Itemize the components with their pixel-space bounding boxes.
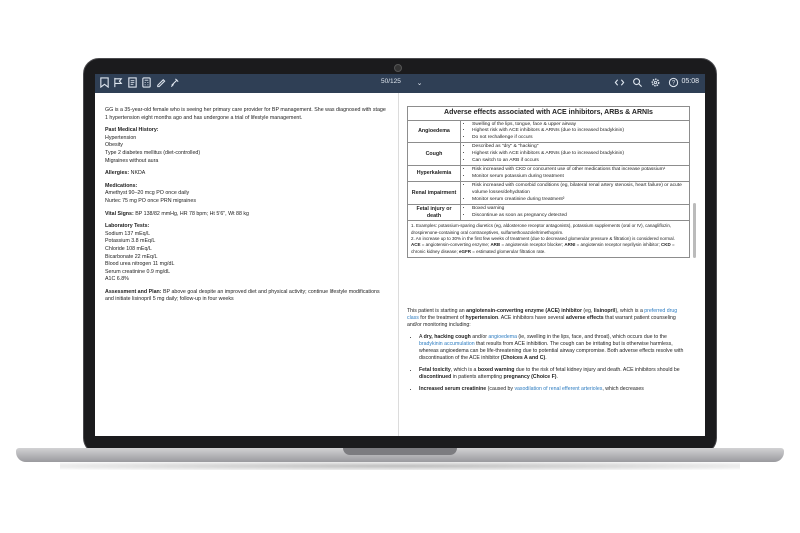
- abbr-value: = angiotensin receptor neprilysin inhibitor;: [575, 242, 662, 248]
- list-item: Potassium 3.8 mEq/L: [105, 238, 156, 245]
- list-item: • Highest risk with ACE inhibitors & ARNIs (due to increased bradykinin): [472, 151, 686, 158]
- explanation-intro: This patient is starting an angiotensin-converting enzyme (ACE) inhibitor (eg, lisinopril), which is a preferred drug class for the treatment of hypertension. ACE inhibitors have several adverse effects that warrant patient counseling and/or monitoring including:: [407, 308, 678, 328]
- lab-values-icon[interactable]: [168, 77, 181, 90]
- table-row: [408, 205, 690, 221]
- angioedema-link[interactable]: angioedema: [488, 334, 517, 340]
- pmh-label: Past Medical History:: [105, 127, 159, 134]
- footnote-2: 2. An increase up to 30% in the first few weeks of treatment (due to decreased glomerular pressure & filtration) is considered normal.: [411, 235, 675, 241]
- allergies-label: Allergies:: [105, 170, 130, 177]
- abbr-key: ACE: [411, 242, 421, 248]
- abbr-value: = angiotensin-converting enzyme;: [420, 242, 491, 248]
- question-progress: 50/125: [381, 78, 401, 85]
- preferred-drug-class-link[interactable]: preferred drug class: [407, 308, 678, 321]
- labs-label: Laboratory Tests:: [105, 223, 150, 230]
- list-item: • Fetal toxicity, which is a boxed warning due to the risk of fetal kidney injury and death. ACE inhibitors should be discontinued in patients attempting pregnancy (Choice F).: [419, 367, 690, 381]
- medications: [105, 183, 388, 206]
- row-header: Cough: [408, 143, 461, 166]
- vitals-label: Vital Signs:: [105, 210, 134, 217]
- list-item: Chloride 108 mEq/L: [105, 245, 152, 252]
- list-item: Type 2 diabetes mellitus (diet-controlled): [105, 149, 201, 156]
- abbr-value: = estimated glomerular filtration rate.: [471, 248, 546, 254]
- vital-signs: [105, 211, 388, 219]
- allergies-value: NKDA: [129, 170, 146, 177]
- list-item: • Swelling of the lips, tongue, face & upper airway: [472, 122, 686, 129]
- list-item: A1C 6.8%: [105, 276, 129, 283]
- allergies: [105, 170, 388, 178]
- list-item: • Risk increased with CKD or concurrent use of other medications that increase potassium¹: [472, 167, 686, 174]
- scrollbar[interactable]: [693, 203, 696, 258]
- explanation-text: [407, 308, 690, 398]
- list-item: • Increased serum creatinine (caused by vasodilation of renal efferent arterioles, which decreases: [419, 386, 690, 393]
- list-item: • Do not rechallenge if occurs: [472, 135, 686, 142]
- adverse-effects-table: [407, 106, 690, 258]
- row-header: Angioedema: [408, 120, 461, 143]
- abbr-key: CKD: [661, 242, 671, 248]
- table-title: Adverse effects associated with ACE inhibitors, ARBs & ARNIs: [408, 107, 690, 121]
- zoom-icon[interactable]: [631, 77, 644, 90]
- list-item: Migraines without aura: [105, 157, 159, 164]
- timer: 05:08: [681, 78, 699, 85]
- list-item: • Discontinue as soon as pregnancy detected: [472, 213, 686, 220]
- notes-icon[interactable]: [126, 77, 139, 90]
- bookmark-icon[interactable]: [98, 77, 111, 90]
- list-item: Blood urea nitrogen 11 mg/dL: [105, 261, 175, 268]
- laptop-shadow: [60, 462, 740, 470]
- highlighter-icon[interactable]: [154, 77, 167, 90]
- list-item: • Highest risk with ACE inhibitors & ARNIs (due to increased bradykinin): [472, 128, 686, 135]
- vitals-value: BP 138/82 mmHg, HR 78 bpm; Ht 5'6", Wt 88 kg: [133, 210, 250, 217]
- footnote-1: 1. Examples: potassium-sparing diuretics (eg, aldosterone receptor antagonists), potassium supplements (oral or IV), canagliflozin, drospirenone-containing oral contraceptives, sulfamethoxazole/trimethoprim.: [411, 223, 672, 235]
- row-header: Hyperkalemia: [408, 166, 461, 182]
- list-item: • Monitor serum creatinine during treatment²: [472, 197, 686, 204]
- list-item: • Monitor serum potassium during treatment: [472, 174, 686, 181]
- list-item: • Boxed warning: [472, 206, 686, 213]
- bradykinin-accumulation-link[interactable]: bradykinin accumulation: [419, 341, 475, 347]
- abbr-value: = chronic kidney disease;: [411, 242, 675, 254]
- question-stem: GG is a 35-year-old female who is seeing her primary care provider for BP management. She was diagnosed with stage 1 hypertension eight months ago and has undergone a trial of lifestyle management.: [105, 107, 386, 121]
- list-item: Serum creatinine 0.9 mg/dL: [105, 268, 171, 275]
- calculator-icon[interactable]: [140, 77, 153, 90]
- medications-label: Medications:: [105, 182, 138, 189]
- laptop-notch: [343, 448, 457, 455]
- list-item: Bicarbonate 22 mEq/L: [105, 253, 158, 260]
- row-header: Renal impairment: [408, 182, 461, 205]
- table-row: [408, 182, 690, 205]
- svg-text:?: ?: [671, 80, 676, 87]
- plan-value: BP above goal despite an improved diet and physical activity; continue lifestyle modifications and initiate lisinopril 5 mg daily; follow-up in four weeks: [105, 288, 380, 303]
- list-item: • A dry, hacking cough and/or angioedema (ie, swelling in the lips, face, and throat), which occurs due to the bradykinin accumulation that results from ACE inhibition. The cough can be irritating but is otherwise harmless, whereas angioedema can be life-threatening due to potential airway compromise. Both adverse effects resolve with discontinuation of the ACE inhibitor (Choices A and C).: [419, 334, 690, 362]
- plan-label: Assessment and Plan:: [105, 288, 162, 295]
- settings-icon[interactable]: [649, 77, 662, 90]
- list-item: • Can switch to an ARB if occurs: [472, 158, 686, 165]
- abbreviations: [411, 242, 686, 255]
- table-row: [408, 120, 690, 143]
- list-item: Amethyst 90–20 mcg PO once daily: [105, 190, 190, 197]
- list-item: • Described as "dry" & "hacking": [472, 144, 686, 151]
- help-icon[interactable]: [667, 77, 680, 90]
- list-item: Hypertension: [105, 134, 137, 141]
- toolbar: [95, 74, 705, 93]
- abbr-value: = angiotensin receptor blocker;: [500, 242, 565, 248]
- screen: [95, 74, 705, 436]
- adverse-effects-list: [407, 334, 690, 393]
- list-item: Sodium 137 mEq/L: [105, 230, 151, 237]
- code-icon[interactable]: [613, 77, 626, 90]
- vasodilation-link[interactable]: vasodilation of renal efferent arterioles: [514, 386, 603, 392]
- past-medical-history: [105, 127, 388, 165]
- pane-divider[interactable]: [398, 93, 399, 436]
- abbr-key: eGFR: [459, 248, 472, 254]
- abbr-key: ARB: [490, 242, 501, 248]
- list-item: • Risk increased with comorbid conditions (eg, bilateral renal artery stenosis, heart failure) or acute volume losses/dehydration: [472, 183, 686, 196]
- list-item: Obesity: [105, 142, 123, 149]
- assessment-plan: [105, 289, 388, 304]
- table-row: [408, 166, 690, 182]
- list-item: Nurtec 75 mg PO once PRN migraines: [105, 197, 196, 204]
- camera-icon: [394, 64, 402, 72]
- laboratory-tests: [105, 223, 388, 284]
- table-row: [408, 143, 690, 166]
- table-footnotes: [408, 221, 690, 257]
- explanation-pane: [404, 93, 698, 436]
- row-header: Fetal injury or death: [408, 205, 461, 221]
- abbr-key: ARNI: [564, 242, 576, 248]
- chevron-down-icon[interactable]: ⌄: [416, 80, 423, 87]
- question-pane: [95, 93, 398, 436]
- flag-icon[interactable]: [112, 77, 125, 90]
